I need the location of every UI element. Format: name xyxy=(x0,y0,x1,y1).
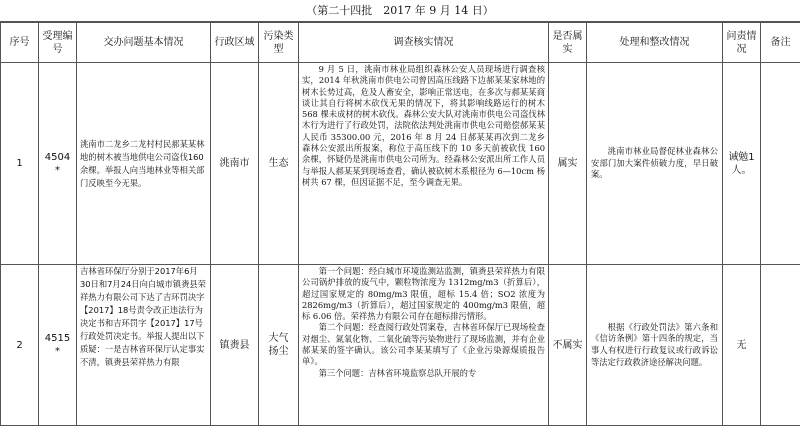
row-id xyxy=(39,265,77,426)
row-investigation xyxy=(299,63,549,265)
row-remark xyxy=(761,63,800,265)
header-issue: 交办问题基本情况 xyxy=(77,23,211,63)
row-seq: 1 xyxy=(1,63,39,265)
table-row xyxy=(1,265,800,426)
row-remark xyxy=(761,265,800,426)
row-id-mark: * xyxy=(41,164,74,177)
row-id-number: 4515 xyxy=(41,332,74,345)
row-issue: 洮南市二龙乡二龙村村民郝某某林地的树木被当地供电公司盗伐160余棵。举报人向当地林业等相关部门反映至今无果。 xyxy=(77,63,211,265)
header-pollution: 污染类型 xyxy=(259,23,299,63)
header-seq: 序号 xyxy=(1,23,39,63)
investigation-text: 9 月 5 日，洮南市林业局组织森林公安人员现场进行调查核实，2014 年秋洮南市供电公司曾因高压线路下边郝某某家林地的树木长势过高，危及人畜安全，影响正常送电，在多次与郝某某商谈让其自行将树木砍伐无果的情况下，将其影响线路运行的树木 568 棵未成材的树木砍伐。森林公安大队对洮南市供电公司盗伐林木行为进行了行政处罚，法院依法判处洮南市供电公司赔偿郝某某人民币 35300.00 元，2016 年 8 月 24 日郝某某再次到二龙乡森林公安派出所报案，称位于高压线下的 10 多天前被砍伐 160 余棵，怀疑仍是洮南市供电公司所为。经森林公安派出所工作人员与举报人郝某某到现场查看，确认被砍树木系根径为 6—10cm 杨树共 67 棵，但因证据不足，至今调查无果。 xyxy=(302,64,545,188)
row-fact: 属实 xyxy=(549,63,587,265)
row-fact: 不属实 xyxy=(549,265,587,426)
row-id xyxy=(39,63,77,265)
header-accountability: 问责情况 xyxy=(723,23,761,63)
row-pollution: 生态 xyxy=(259,63,299,265)
row-issue xyxy=(77,265,211,426)
complaint-table xyxy=(0,22,800,426)
row-id-number: 4504 xyxy=(41,151,74,164)
row-region: 镇赉县 xyxy=(211,265,259,426)
row-pollution xyxy=(259,265,299,426)
header-region: 行政区域 xyxy=(211,23,259,63)
header-id: 受理编号 xyxy=(39,23,77,63)
row-accountability: 无 xyxy=(723,265,761,426)
row-accountability: 诫勉1人。 xyxy=(723,63,761,265)
row-region: 洮南市 xyxy=(211,63,259,265)
header-fact: 是否属实 xyxy=(549,23,587,63)
issue-text: 吉林省环保厅分别于2017年6月30日和7月24日向白城市镇赉县荣祥热力有限公司下达了吉环罚决字【2017】18号责令改正违法行为决定书和吉环罚字【2017】17号行政处罚决定书。举报人提出以下质疑：一是吉林省环保厅认定事实不清，镇赉县荣祥热力有限 xyxy=(80,265,207,423)
handling-text: 根据《行政处罚法》第六条和《信访条例》第十四条的规定，当事人有权进行行政复议或行政诉讼等法定行政救济途径解决问题。 xyxy=(591,322,718,368)
header-investigation: 调查核实情况 xyxy=(299,23,549,63)
row-handling xyxy=(587,63,723,265)
handling-text: 洮南市林业局督促林业森林公安部门加大案件侦破力度，早日破案。 xyxy=(591,146,718,181)
investigation-paragraph: 第一个问题：经白城市环境监测站监测，镇赉县荣祥热力有限公司锅炉排放的废气中，颗粒物浓度为 1312mg/m3（折算后），超过国家规定的 80mg/m3 限值，超标 15.4 倍；SO2 浓度为 2826mg/m3（折算后），超过国家规定的 400mg/m3 限值，超标 6.06 倍。荣祥热力有限公司存在超标排污情形。 xyxy=(302,266,545,322)
pollution-text: 大气 扬尘 xyxy=(261,332,296,358)
header-row xyxy=(1,23,800,63)
row-seq: 2 xyxy=(1,265,39,426)
header-remark: 备注 xyxy=(761,23,800,63)
row-id-mark: * xyxy=(41,345,74,358)
header-handling: 处理和整改情况 xyxy=(587,23,723,63)
row-handling xyxy=(587,265,723,426)
investigation-paragraph: 第三个问题：吉林省环境监察总队开展的专 xyxy=(302,368,545,379)
table-row xyxy=(1,63,800,265)
batch-caption: （第二十四批 2017 年 9 月 14 日） xyxy=(0,0,800,22)
investigation-paragraph: 第二个问题：经查阅行政处罚案卷，吉林省环保厅已现场检查对烟尘、氮氧化物、二氧化硫等污染物进行了现场监测，并有企业郝某某的签字确认。该公司李某某填写了《企业污染源煤质报告单》。 xyxy=(302,322,545,367)
row-investigation xyxy=(299,265,549,426)
